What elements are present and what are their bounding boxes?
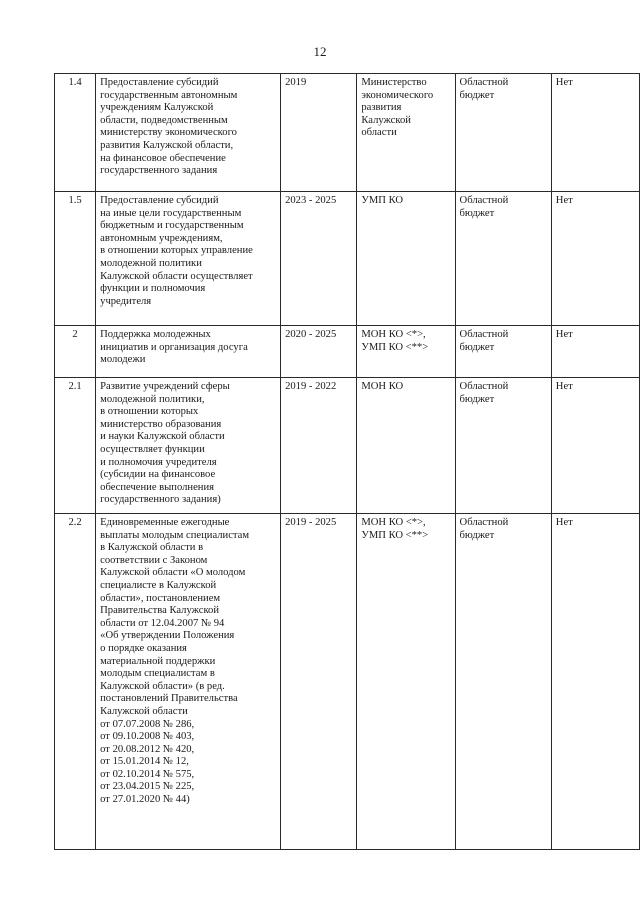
measure-executor-line: Министерство: [361, 77, 427, 88]
measure-name-line: Единовременные ежегодные: [100, 517, 230, 528]
measure-executor: [357, 378, 455, 514]
measure-name-line: Поддержка молодежных: [100, 329, 211, 340]
measure-name-line: Правительства Калужской: [100, 605, 220, 617]
measure-name-line: материальной поддержки: [100, 655, 216, 667]
measure-name-line: и науки Калужской области: [100, 431, 225, 443]
measure-years: 2019 - 2025: [281, 514, 357, 850]
measure-executor-line: МОН КО <*>,: [361, 329, 426, 340]
measure-name-line: функции и полномочия: [100, 283, 206, 295]
measure-name-line: Калужской области» (в ред.: [100, 680, 225, 692]
measure-name-line: учредителя: [100, 295, 152, 307]
measure-executor-line: МОН КО <*>,: [361, 517, 426, 528]
measure-name-line: министерству экономического: [100, 127, 237, 139]
funding-source-line: Областной: [459, 195, 509, 206]
measure-name-line: в отношении которых управление: [100, 245, 253, 257]
measure-executor-line: МОН КО: [361, 381, 404, 392]
measure-years: 2019: [281, 74, 357, 192]
measure-note: Нет: [551, 514, 639, 850]
measure-name-line: обеспечение выполнения: [100, 481, 214, 493]
measure-note: Нет: [551, 192, 639, 326]
measure-executor: [357, 326, 455, 378]
measure-name-line: от 20.08.2012 № 420,: [100, 743, 195, 755]
measure-executor-line: УМП КО: [361, 195, 404, 206]
funding-source-line: бюджет: [459, 207, 495, 219]
measure-name-line: молодежной политики: [100, 257, 202, 269]
measure-executor-line: экономического: [361, 89, 434, 101]
measure-name-line: Калужской области осуществляет: [100, 270, 253, 282]
measure-name-line: на иные цели государственным: [100, 207, 242, 219]
funding-source: [455, 192, 551, 326]
measure-name-line: Калужской области: [100, 705, 188, 717]
table-row: [55, 74, 640, 192]
page-number: 12: [313, 44, 327, 59]
measure-name-line: на финансовое обеспечение: [100, 152, 226, 164]
measure-name-line: государственного задания: [100, 165, 218, 177]
funding-source-line: бюджет: [459, 341, 495, 353]
measure-name-line: государственным автономным: [100, 89, 238, 101]
measure-name-line: области от 12.04.2007 № 94: [100, 617, 225, 629]
measure-name: [96, 326, 281, 378]
measure-name-line: министерство образования: [100, 418, 222, 430]
table-row: [55, 192, 640, 326]
measure-name-line: учреждениям Калужской: [100, 102, 214, 114]
measure-name-line: области, подведомственным: [100, 114, 228, 126]
measure-name-line: «Об утверждении Положения: [100, 630, 235, 642]
measure-executor-line: УМП КО <**>: [361, 341, 429, 353]
measure-name-line: выплаты молодым специалистам: [100, 529, 250, 541]
measure-name-line: молодежи: [100, 354, 146, 366]
measure-name: [96, 74, 281, 192]
measure-name-line: от 27.01.2020 № 44): [100, 794, 190, 806]
program-measures-table: [54, 73, 640, 850]
measure-name-line: (субсидии на финансовое: [100, 469, 216, 481]
measure-name-line: государственного задания): [100, 494, 221, 506]
measure-name-line: Предоставление субсидий: [100, 77, 219, 88]
funding-source: [455, 74, 551, 192]
measure-name-line: области», постановлением: [100, 592, 221, 604]
measure-executor-line: УМП КО <**>: [361, 529, 429, 541]
measure-name-line: от 15.01.2014 № 12,: [100, 756, 189, 768]
measure-name-line: Предоставление субсидий: [100, 195, 219, 206]
measure-name-line: соответствии с Законом: [100, 554, 208, 566]
measure-name-line: и полномочия учредителя: [100, 456, 217, 468]
measure-name-line: постановлений Правительства: [100, 693, 238, 705]
measure-years: 2023 - 2025: [281, 192, 357, 326]
measure-name-line: бюджетным и государственным: [100, 220, 244, 232]
measure-name-line: от 09.10.2008 № 403,: [100, 731, 195, 743]
funding-source: [455, 378, 551, 514]
funding-source-line: Областной: [459, 381, 509, 392]
measure-name-line: от 23.04.2015 № 225,: [100, 781, 195, 793]
measure-name: [96, 378, 281, 514]
measure-executor-line: Калужской: [361, 114, 411, 126]
measure-years: 2020 - 2025: [281, 326, 357, 378]
measure-name: [96, 514, 281, 850]
measure-years: 2019 - 2022: [281, 378, 357, 514]
measure-name-line: автономным учреждениям,: [100, 232, 223, 244]
measure-name-line: от 02.10.2014 № 575,: [100, 768, 195, 780]
measure-name-line: от 07.07.2008 № 286,: [100, 718, 195, 730]
measure-name-line: молодежной политики,: [100, 393, 205, 405]
measure-executor: [357, 74, 455, 192]
measure-name-line: инициатив и организация досуга: [100, 341, 248, 353]
measure-number: 2.1: [55, 378, 96, 514]
table-row: [55, 378, 640, 514]
measure-number: 2.2: [55, 514, 96, 850]
measure-executor: [357, 514, 455, 850]
funding-source-line: Областной: [459, 517, 509, 528]
measure-executor-line: развития: [361, 102, 402, 114]
funding-source: [455, 514, 551, 850]
measure-executor: [357, 192, 455, 326]
measure-name-line: Развитие учреждений сферы: [100, 381, 230, 392]
measure-executor-line: области: [361, 127, 397, 139]
funding-source: [455, 326, 551, 378]
table-row: [55, 514, 640, 850]
measure-name-line: о порядке оказания: [100, 642, 187, 654]
measure-name-line: молодым специалистам в: [100, 668, 215, 680]
table-row: [55, 326, 640, 378]
funding-source-line: Областной: [459, 77, 509, 88]
measure-name-line: специалисте в Калужской: [100, 579, 217, 591]
funding-source-line: бюджет: [459, 393, 495, 405]
measure-number: 1.4: [55, 74, 96, 192]
measure-name: [96, 192, 281, 326]
measure-note: Нет: [551, 326, 639, 378]
funding-source-line: бюджет: [459, 529, 495, 541]
funding-source-line: Областной: [459, 329, 509, 340]
measure-note: Нет: [551, 74, 639, 192]
measure-number: 1.5: [55, 192, 96, 326]
measure-number: 2: [55, 326, 96, 378]
measure-name-line: в отношении которых: [100, 406, 199, 418]
measure-name-line: в Калужской области в: [100, 542, 204, 554]
measure-name-line: осуществляет функции: [100, 443, 205, 455]
measure-name-line: развития Калужской области,: [100, 139, 234, 151]
funding-source-line: бюджет: [459, 89, 495, 101]
measure-note: Нет: [551, 378, 639, 514]
measure-name-line: Калужской области «О молодом: [100, 567, 246, 579]
